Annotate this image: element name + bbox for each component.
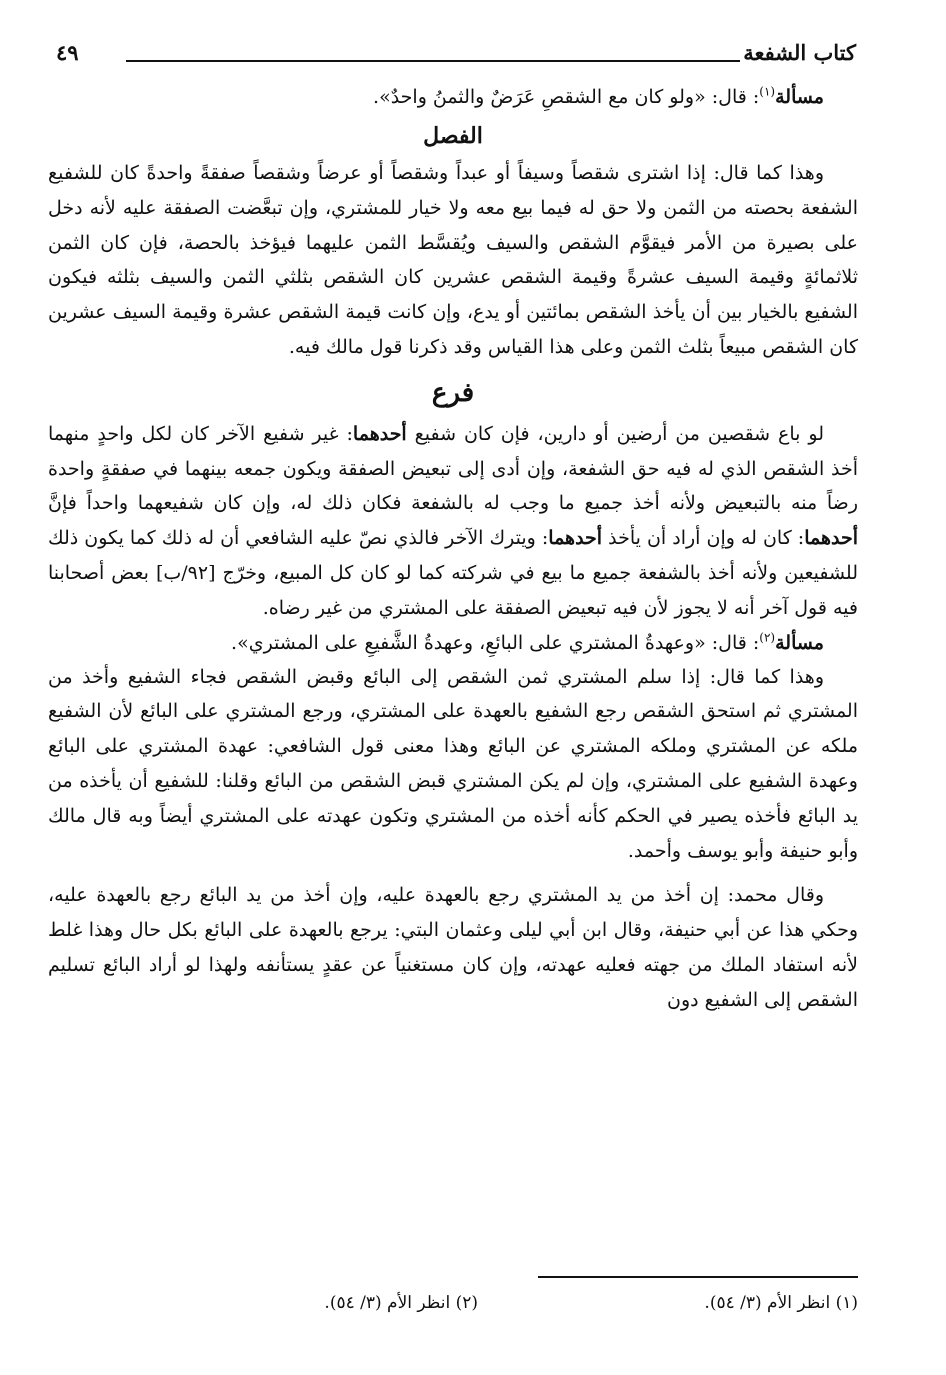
masala-2 — [48, 626, 858, 660]
document-page — [48, 36, 859, 1313]
paragraph-ohda-2: وقال محمد: إن أخذ من يد المشتري رجع بالعهدة عليه، وإن أخذ من يد البائع رجع بالعهدة عليه، وحكي هذا عن أبي حنيفة، وقال ابن أبي ليلى وعثمان البتي: يرجع بالعهدة على البائع بكل حال وهذا غلط لأنه استفاد الملك من جهته فعليه عهدته، وإن كان مستغنياً عن عقدٍ يستأنفه ولهذا لو أراد البائع تسليم الشقص إلى الشفيع دون — [48, 884, 858, 1011]
page-header — [48, 36, 858, 80]
footnote-2: (٢) انظر الأم (٣/ ٥٤). — [324, 1293, 478, 1313]
header-rule — [126, 60, 740, 62]
text-run: : كان له وإن أراد أن يأخذ — [602, 527, 805, 550]
section-title-far: فرع — [431, 377, 475, 408]
footnote-separator — [538, 1276, 858, 1278]
footnote-1: (١) انظر الأم (٣/ ٥٤). — [704, 1293, 858, 1313]
paragraph-fasl: وهذا كما قال: إذا اشترى شقصاً وسيفاً أو عبداً وشقصاً أو عرضاً وشقصاً صفقةً واحدةً كان للشفيع الشفعة بحصته من الثمن ولا حق له فيما بيع معه ولا خيار للمشتري، وإن تبعَّضت الصفقة عليه لأنه دخل على بصيرة من الأمر فيقوَّم الشقص والسيف ويُقسَّط الثمن عليهما فيؤخذ بالحصة، فإن كان الثمن ثلاثمائةٍ وقيمة السيف عشرةً وقيمة الشقص عشرين كان الشقص بثلثي الثمن والسيف بثلثه فيكون الشفيع بالخيار بين أن يأخذ الشقص بمائتين أو يدع، وإن كانت قيمة الشقص عشرة وقيمة السيف عشرين كان الشقص مبيعاً بثلث الثمن وعلى هذا القياس وقد ذكرنا قول مالك فيه. — [48, 162, 858, 358]
masala-label: مسألة — [775, 631, 824, 654]
paragraph-gap — [48, 868, 858, 878]
text-run: : غير شفيع الآخر كان لكل واحدٍ منهما أخذ الشقص الذي له فيه حق الشفعة، وإن أدى إلى تبعيض الصفقة ويكون جمعه بينهما في صفقةٍ واحدة رضاً منه بالتبعيض ولأنه أخذ جميع ما وجب له بالشفعة فكان ذلك له، وإن كان شفيعهما واحداً فإنَّ — [48, 422, 858, 515]
masala-text: : قال: «ولو كان مع الشقصِ عَرَضٌ والثمنُ واحدٌ». — [373, 86, 760, 108]
paragraph-far — [48, 417, 858, 626]
masala-label: مسألة — [775, 86, 824, 108]
bold-term: أحدهما — [352, 422, 407, 445]
footnote-ref-1: (١) — [759, 84, 776, 99]
bold-term: أحدهما — [804, 527, 859, 550]
paragraph-ohda-1: وهذا كما قال: إذا سلم المشتري ثمن الشقص إلى البائع وقبض الشقص فجاء الشفيع وأخذ من المشتري ثم استحق الشقص رجع الشفيع بالعهدة على المشتري، ورجع المشتري على البائع لأن الشفيع ملكه عن المشتري وملكه المشتري عن البائع وهذا معنى قول الشافعي: عهدة المشتري على البائع وعهدة الشفيع على المشتري، وإن لم يكن المشتري قبض الشقص من البائع وقلنا: للشفيع أن يأخذه من يد البائع فأخذه يصير في الحكم كأنه أخذه من المشتري وتكون عهدته على المشتري أيضاً وبه قال مالك وأبو حنيفة وأبو يوسف وأحمد. — [48, 665, 858, 862]
masala-1 — [48, 80, 858, 114]
running-title: كتاب الشفعة — [743, 40, 856, 65]
footnote-ref-2: (٢) — [759, 630, 776, 645]
bold-term: أحدهما — [548, 527, 603, 550]
text-run: : ويترك الآخر فالذي نصّ عليه الشافعي أن له ذلك كما يكون ذلك للشفيعين ولأنه أخذ بالشفعة جميع ما بيع في شركته كما لو كان كل المبيع، وخرّج [٩٢/ب] بعض أصحابنا فيه قول آخر أنه لا يجوز لأن فيه تبعيض الصفقة على المشتري من غير رضاه. — [48, 527, 858, 619]
masala-text: : قال: «وعهدةُ المشتري على البائعِ، وعهدةُ الشَّفيعِ على المشتري». — [231, 631, 760, 654]
section-title-fasl: الفصل — [423, 123, 483, 149]
text-run: لو باع شقصين من أرضين أو دارين، فإن كان شفيع — [406, 422, 824, 445]
page-number: ٤٩ — [56, 40, 79, 65]
